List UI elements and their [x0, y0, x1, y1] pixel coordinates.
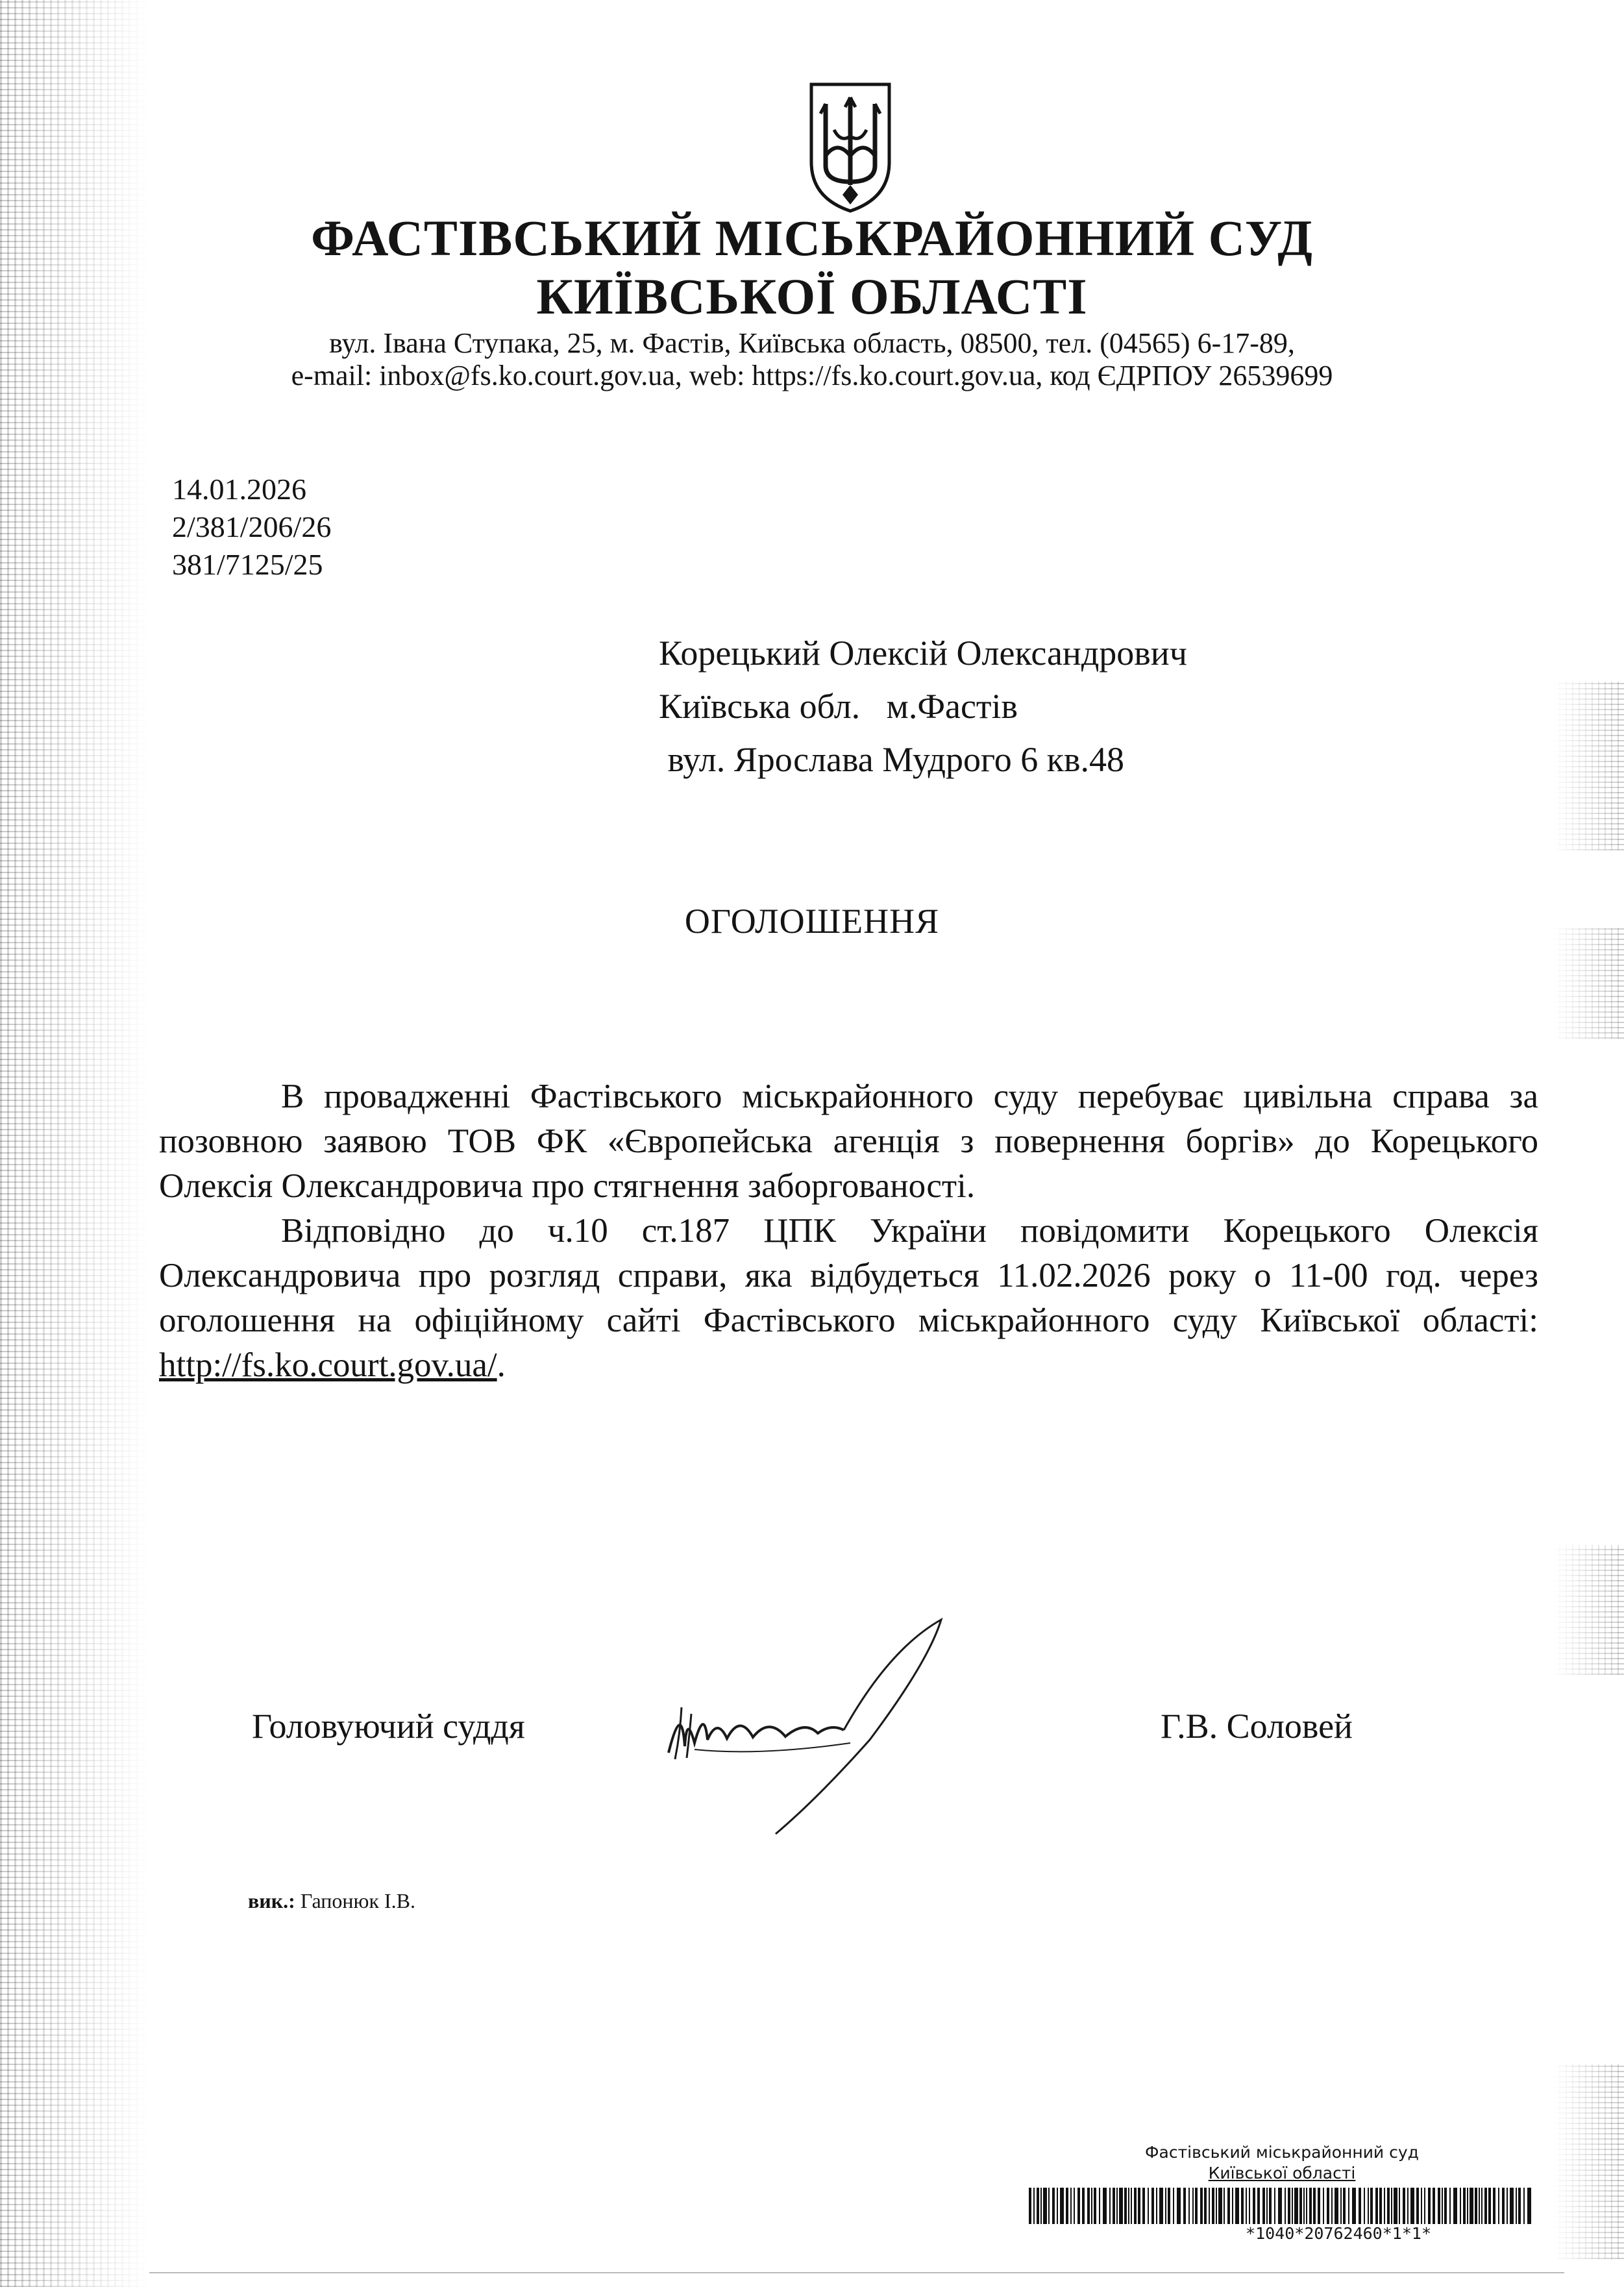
- barcode-bar: [1527, 2188, 1531, 2224]
- barcode-bar: [1428, 2188, 1431, 2224]
- barcode-bar: [1343, 2188, 1346, 2224]
- barcode-bar: [1292, 2188, 1293, 2224]
- barcode-bar: [1266, 2188, 1268, 2224]
- barcode-bar: [1077, 2188, 1080, 2224]
- barcode-bar: [1493, 2188, 1495, 2224]
- barcode-bar: [1516, 2188, 1517, 2224]
- notice-paragraph-2-text: Відповідно до ч.10 ст.187 ЦПК України повідомити Корецького Олексія Олександровича про розгляд справи, яка відбудеться 11.02.2026 року о 11-00 год. через оголошення на офіційному сайті Фастівського міськрайонного суду Київської області:: [159, 1212, 1538, 1339]
- barcode-bar: [1470, 2188, 1473, 2224]
- barcode-bar: [1348, 2188, 1349, 2224]
- barcode-bar: [1479, 2188, 1480, 2224]
- barcode-bar: [1523, 2188, 1525, 2224]
- barcode-bar: [1463, 2188, 1466, 2224]
- barcode-court-name: Фастівський міськрайонний суд: [1145, 2143, 1419, 2162]
- barcode-bar: [1481, 2188, 1483, 2224]
- barcode-bar: [1313, 2188, 1316, 2224]
- barcode-bar: [1421, 2188, 1422, 2224]
- barcode-bar: [1391, 2188, 1392, 2224]
- barcode-bar: [1453, 2188, 1457, 2224]
- barcode-bar: [1212, 2188, 1214, 2224]
- addressee-city: Київська обл. м.Фастів: [659, 687, 1018, 726]
- addressee-street: вул. Ярослава Мудрого 6 кв.48: [659, 740, 1125, 779]
- barcode-bar: [1224, 2188, 1225, 2224]
- scan-edge-noise-right: [1553, 1545, 1624, 1675]
- barcode-bar: [1407, 2188, 1409, 2224]
- barcode-bar: [1488, 2188, 1491, 2224]
- scan-edge-noise-right: [1553, 2064, 1624, 2259]
- barcode-bar: [1253, 2188, 1255, 2224]
- barcode-bar: [1364, 2188, 1365, 2224]
- barcode-bar: [1113, 2188, 1115, 2224]
- barcode-bar: [1232, 2188, 1233, 2224]
- barcode-bar: [1124, 2188, 1127, 2224]
- barcode-bar: [1060, 2188, 1064, 2224]
- barcode-bar: [1424, 2188, 1425, 2224]
- barcode-bar: [1269, 2188, 1272, 2224]
- barcode-bar: [1116, 2188, 1118, 2224]
- barcode-bar: [1502, 2188, 1505, 2224]
- barcode-bar: [1151, 2188, 1154, 2224]
- barcode-bar: [1475, 2188, 1477, 2224]
- barcode-bar: [1285, 2188, 1286, 2224]
- barcode-bar: [1200, 2188, 1203, 2224]
- barcode-bar: [1460, 2188, 1461, 2224]
- notice-paragraph-1: В провадженні Фастівського міськрайонного суду перебуває цивільна справа за позовною заявою ТОВ ФК «Європейська агенція з повернення боргів» до Корецького Олексія Олександровича про стягнення заборгованості.: [159, 1078, 1538, 1205]
- barcode-bar: [1142, 2188, 1145, 2224]
- barcode-bar: [1323, 2188, 1324, 2224]
- barcode-bar: [1109, 2188, 1111, 2224]
- barcode-bar: [1399, 2188, 1400, 2224]
- barcode-bar: [1510, 2188, 1514, 2224]
- executor-name: Гапонюк І.В.: [295, 1889, 415, 1912]
- barcode-bar: [1195, 2188, 1198, 2224]
- barcode-bar: [1094, 2188, 1096, 2224]
- barcode-bar: [1467, 2188, 1468, 2224]
- notice-heading: ОГОЛОШЕННЯ: [684, 902, 940, 941]
- barcode-bar: [1183, 2188, 1186, 2224]
- barcode-bar: [1249, 2188, 1250, 2224]
- barcode-bar: [1306, 2188, 1307, 2224]
- barcode-bar: [1410, 2188, 1414, 2224]
- barcode-bar: [1033, 2188, 1035, 2224]
- barcode-bar: [1218, 2188, 1222, 2224]
- barcode-bar: [1040, 2188, 1042, 2224]
- barcode-bar: [1518, 2188, 1521, 2224]
- barcode-bar: [1037, 2188, 1039, 2224]
- barcode-bar: [1262, 2188, 1265, 2224]
- barcode-bar: [1156, 2188, 1157, 2224]
- barcode-bar: [1173, 2188, 1174, 2224]
- court-contact-online: e-mail: inbox@fs.ko.court.gov.ua, web: https://fs.ko.court.gov.ua, код ЄДРПОУ 26539699: [291, 360, 1333, 391]
- barcode-bar: [1048, 2188, 1050, 2224]
- barcode-bar: [1484, 2188, 1487, 2224]
- executor-note: [248, 1889, 415, 1913]
- barcode-bar: [1074, 2188, 1075, 2224]
- barcode-bar: [1148, 2188, 1149, 2224]
- barcode-bar: [1057, 2188, 1058, 2224]
- judge-name: Г.В. Соловей: [1161, 1707, 1353, 1746]
- barcode-bar: [1091, 2188, 1092, 2224]
- barcode-bar: [1498, 2188, 1499, 2224]
- barcode-bar: [1087, 2188, 1090, 2224]
- barcode-icon: [1029, 2188, 1535, 2224]
- handwritten-signature: [656, 1610, 954, 1844]
- barcode-bar: [1327, 2188, 1329, 2224]
- barcode-bar: [1138, 2188, 1140, 2224]
- barcode-bar: [1294, 2188, 1298, 2224]
- barcode-bar: [1134, 2188, 1137, 2224]
- barcode-bar: [1370, 2188, 1373, 2224]
- barcode-bar: [1278, 2188, 1282, 2224]
- barcode-bar: [1070, 2188, 1072, 2224]
- court-contact-address: вул. Івана Ступака, 25, м. Фастів, Київська область, 08500, тел. (04565) 6-17-89,: [329, 327, 1295, 359]
- barcode-bar: [1379, 2188, 1382, 2224]
- barcode-bar: [1029, 2188, 1031, 2224]
- barcode-bar: [1340, 2188, 1342, 2224]
- barcode-bar: [1359, 2188, 1361, 2224]
- barcode-bar: [1159, 2188, 1163, 2224]
- trident-coat-of-arms-icon: [805, 78, 896, 214]
- barcode-bar: [1438, 2188, 1440, 2224]
- barcode-bar: [1119, 2188, 1123, 2224]
- barcode-bar: [1299, 2188, 1302, 2224]
- court-name-line2: КИЇВСЬКОЇ ОБЛАСТІ: [536, 268, 1088, 325]
- barcode-bar: [1352, 2188, 1356, 2224]
- barcode-bar: [1128, 2188, 1129, 2224]
- barcode-bar: [1444, 2188, 1447, 2224]
- barcode-bar: [1394, 2188, 1397, 2224]
- barcode-bar: [1052, 2188, 1055, 2224]
- barcode-court-region: Київської області: [1208, 2164, 1356, 2182]
- barcode-bar: [1331, 2188, 1333, 2224]
- barcode-bar: [1131, 2188, 1132, 2224]
- barcode-bar: [1288, 2188, 1290, 2224]
- barcode-bar: [1246, 2188, 1247, 2224]
- scan-edge-noise-right: [1553, 682, 1624, 850]
- barcode-bar: [1257, 2188, 1260, 2224]
- barcode-bar: [1177, 2188, 1181, 2224]
- court-website-link[interactable]: http://fs.ko.court.gov.ua/: [159, 1346, 497, 1384]
- barcode-bar: [1387, 2188, 1390, 2224]
- barcode-bar: [1227, 2188, 1230, 2224]
- barcode-bar: [1303, 2188, 1305, 2224]
- barcode-bar: [1216, 2188, 1217, 2224]
- barcode-bar: [1204, 2188, 1207, 2224]
- notice-paragraph-2-end: .: [497, 1346, 506, 1384]
- executor-label: вик.:: [248, 1889, 295, 1912]
- barcode-bar: [1403, 2188, 1405, 2224]
- barcode-bar: [1082, 2188, 1085, 2224]
- barcode-bar: [1066, 2188, 1068, 2224]
- document-references: [172, 471, 331, 584]
- addressee-name: Корецький Олексій Олександрович: [659, 634, 1187, 673]
- barcode-stamp: [1029, 2142, 1535, 2243]
- barcode-bar: [1507, 2188, 1508, 2224]
- barcode-bar: [1099, 2188, 1100, 2224]
- barcode-bar: [1103, 2188, 1107, 2224]
- barcode-bar: [1416, 2188, 1419, 2224]
- case-number: 381/7125/25: [172, 548, 323, 581]
- barcode-bar: [1235, 2188, 1239, 2224]
- barcode-bar: [1368, 2188, 1369, 2224]
- barcode-bar: [1309, 2188, 1312, 2224]
- barcode-bar: [1188, 2188, 1190, 2224]
- addressee-block: [659, 626, 1187, 786]
- barcode-bar: [1335, 2188, 1338, 2224]
- barcode-bar: [1384, 2188, 1385, 2224]
- page-bottom-rule: [149, 2272, 1564, 2273]
- notice-paragraph-2: [159, 1209, 1538, 1388]
- document-date: 14.01.2026: [172, 473, 306, 506]
- barcode-bar: [1375, 2188, 1378, 2224]
- barcode-bar: [1165, 2188, 1166, 2224]
- scan-edge-noise-right: [1553, 928, 1624, 1039]
- barcode-bar: [1274, 2188, 1275, 2224]
- judge-role: Головуючий суддя: [252, 1707, 525, 1746]
- barcode-bar: [1192, 2188, 1194, 2224]
- outgoing-number: 2/381/206/26: [172, 510, 332, 543]
- court-name-line1: ФАСТІВСЬКИЙ МІСЬКРАЙОННИЙ СУД: [311, 210, 1313, 266]
- barcode-bar: [1209, 2188, 1210, 2224]
- barcode-number: *1040*20762460*1*1*: [1246, 2224, 1431, 2243]
- barcode-bar: [1168, 2188, 1170, 2224]
- barcode-bar: [1442, 2188, 1443, 2224]
- barcode-bar: [1449, 2188, 1451, 2224]
- barcode-bar: [1318, 2188, 1320, 2224]
- barcode-bar: [1433, 2188, 1435, 2224]
- notice-body: [159, 1074, 1538, 1388]
- barcode-bar: [1043, 2188, 1047, 2224]
- barcode-bar: [1241, 2188, 1244, 2224]
